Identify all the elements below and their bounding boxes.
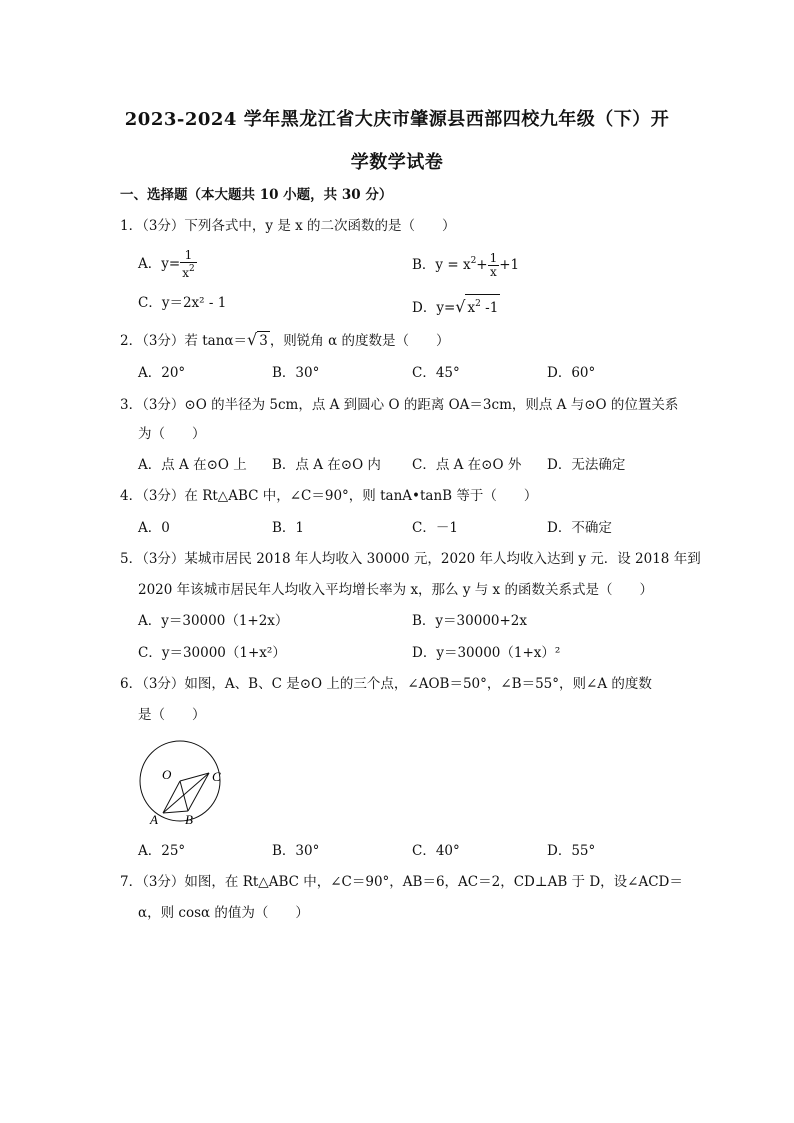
q1-option-d: D．y=√ $x^2$ -1 bbox=[412, 294, 500, 317]
label-o: O bbox=[162, 767, 172, 782]
circle-figure bbox=[130, 735, 240, 830]
q2-option-d: D．60° bbox=[547, 365, 596, 381]
question-7-stem-line-1: 7．（3分）如图，在 Rt△ABC 中，∠C＝90°，AB＝6，AC＝2，CD⊥AB 于 D，设∠ACD＝ bbox=[120, 874, 683, 890]
segment-bc bbox=[188, 773, 209, 811]
question-3-stem-line-1: 3．（3分）⊙O 的半径为 5cm，点 A 到圆心 O 的距离 OA＝3cm，则点 A 与⊙O 的位置关系 bbox=[120, 397, 679, 413]
q5-option-b: B．y＝30000+2x bbox=[412, 613, 528, 629]
q3-option-b: B．点 A 在⊙O 内 bbox=[272, 457, 381, 473]
segment-ob bbox=[180, 781, 188, 811]
question-4-stem: 4．（3分）在 Rt△ABC 中，∠C＝90°，则 tanA•tanB 等于（ ） bbox=[120, 488, 538, 504]
q2-option-b: B．30° bbox=[272, 365, 320, 381]
question-2-stem: 2．（3分）若 tanα＝√ 3 ，则锐角 α 的度数是（ ） bbox=[120, 330, 450, 349]
question-5-stem-line-1: 5．（3分）某城市居民 2018 年人均收入 30000 元，2020 年人均收入达到 y 元．设 2018 年到 bbox=[120, 551, 701, 567]
q5-option-d: D．y＝30000（1+x）² bbox=[412, 645, 561, 661]
q6-option-c: C．40° bbox=[412, 843, 460, 859]
q2-option-a: A．20° bbox=[138, 365, 186, 381]
q1-option-c: C．y＝2x² - 1 bbox=[138, 295, 227, 311]
q6-option-d: D．55° bbox=[547, 843, 596, 859]
question-1-stem: 1．（3分）下列各式中，y 是 x 的二次函数的是（ ） bbox=[120, 218, 456, 234]
page-title-line-2: 学数学试卷 bbox=[350, 152, 444, 173]
q4-option-d: D．不确定 bbox=[547, 520, 612, 536]
question-5-stem-line-2: 2020 年该城市居民年人均收入平均增长率为 x，那么 y 与 x 的函数关系式是（ ） bbox=[138, 582, 653, 598]
q1-option-b: B．$y = x^2+$ $\frac{1}{x}$ +1 bbox=[412, 251, 520, 279]
section-heading: 一、选择题（本大题共 10 小题，共 30 分） bbox=[120, 187, 393, 203]
q5-option-c: C．y＝30000（1+x²） bbox=[138, 645, 286, 661]
label-a: A bbox=[150, 812, 158, 827]
q6-option-a: A．25° bbox=[138, 843, 186, 859]
q3-option-a: A．点 A 在⊙O 上 bbox=[138, 457, 247, 473]
q3-option-c: C．点 A 在⊙O 外 bbox=[412, 457, 522, 473]
q3-option-d: D．无法确定 bbox=[547, 457, 626, 473]
question-6-stem-line-1: 6．（3分）如图，A、B、C 是⊙O 上的三个点，∠AOB＝50°，∠B＝55°，则∠A 的度数 bbox=[120, 676, 652, 692]
label-c: C bbox=[212, 769, 221, 784]
q6-option-b: B．30° bbox=[272, 843, 320, 859]
question-6-stem-line-2: 是（ ） bbox=[138, 707, 206, 723]
page-title-line-1: 2023-2024 学年黑龙江省大庆市肇源县西部四校九年级（下）开 bbox=[124, 109, 670, 130]
question-7-stem-line-2: α，则 cosα 的值为（ ） bbox=[138, 905, 309, 921]
q5-option-a: A．y＝30000（1+2x） bbox=[138, 613, 289, 629]
segment-oa bbox=[163, 781, 180, 813]
label-b: B bbox=[185, 812, 193, 827]
q4-option-a: A．0 bbox=[138, 520, 170, 536]
question-3-stem-line-2: 为（ ） bbox=[138, 426, 206, 442]
q4-option-c: C．－1 bbox=[412, 520, 458, 536]
q2-option-c: C．45° bbox=[412, 365, 460, 381]
q4-option-b: B．1 bbox=[272, 520, 305, 536]
q1-option-a: A．y= $\frac{1}{x^2}$ bbox=[138, 248, 195, 280]
